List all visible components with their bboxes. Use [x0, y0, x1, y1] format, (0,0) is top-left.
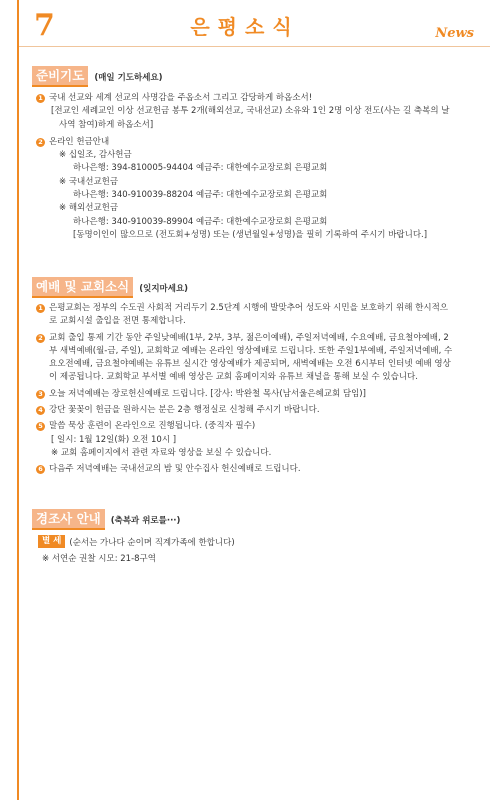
item-line: ※ 교회 홈페이지에서 관련 자료와 영상을 보실 수 있습니다.: [51, 447, 272, 458]
item-line: 국내 선교와 세계 선교의 사명감을 주옵소서 그리고 감당하게 하옵소서!: [49, 93, 313, 103]
number-badge: 2: [36, 334, 45, 343]
prayer-item: [36, 136, 476, 242]
page-title: 은평소식: [190, 15, 300, 39]
worship-item: [36, 463, 476, 476]
worship-section-header: [32, 277, 188, 298]
item-line: [전교인 세례교인 이상 선교헌금 봉투 2개(해외선교, 국내선교) 소유와 1인 2명 이상 전도(사는 길 축복의 날: [51, 106, 450, 117]
item-line: 강단 꽃꽂이 헌금을 원하시는 분은 2층 행정실로 신청해 주시기 바랍니다.: [49, 405, 320, 416]
number-badge: 5: [36, 422, 45, 431]
item-line: 은평교회는 정부의 수도권 사회적 거리두기 2.5단계 시행에 발맞추어 성도와 시민을 보호하기 위해 한시적으: [49, 303, 449, 313]
page-number: 7: [34, 8, 55, 43]
prayer-item: [36, 92, 476, 132]
number-badge: 1: [36, 94, 45, 103]
worship-item: [36, 420, 476, 460]
funeral-badge: 별 세: [38, 535, 65, 548]
prayer-section-subtitle: (매일 기도하세요): [94, 72, 163, 83]
number-badge: 6: [36, 465, 45, 474]
item-line: 부 새벽예배(월-금, 주일), 교회학교 예배는 온라인 영상예배로 드립니다. 또한 주일1부예배, 주일저녁예배, 수: [49, 345, 453, 356]
item-line: 로 교회시설 출입을 전면 통제합니다.: [49, 316, 186, 327]
family-news-section-subtitle: (축복과 위로를···): [110, 515, 181, 526]
worship-item: [36, 332, 476, 385]
header-divider: [19, 46, 490, 47]
funeral-note: (순서는 가나다 순이며 직계가족에 한합니다): [69, 537, 235, 548]
bank-account: 하나은행: 340-910039-88204 예금주: 대한예수교장로회 은평교회: [73, 190, 328, 201]
worship-section-subtitle: (잊지마세요): [139, 283, 189, 294]
prayer-section-title: 준비기도: [32, 66, 88, 87]
item-line: 말씀 묵상 훈련이 온라인으로 진행됩니다. (중직자 필수): [49, 421, 256, 432]
worship-item: [36, 302, 476, 329]
news-tag: News: [435, 26, 474, 41]
item-line: 사역 참여)하게 하옵소서]: [59, 119, 154, 130]
family-news-section-title: 경조사 안내: [32, 509, 105, 530]
offering-type: ※ 국내선교헌금: [59, 176, 119, 187]
number-badge: 1: [36, 304, 45, 313]
item-line: 이 제공됩니다. 교회학교 부서별 예배 영상은 교회 홈페이지와 유튜브 채널을 통해 보실 수 있습니다.: [49, 372, 418, 383]
item-line: 온라인 헌금안내: [49, 136, 110, 147]
item-line: [동명이인이 많으므로 (전도회+성명) 또는 (생년월일+성명)을 필히 기록하여 주시기 바랍니다.]: [73, 229, 428, 240]
worship-section-title: 예배 및 교회소식: [32, 277, 133, 298]
prayer-section-header: [32, 66, 163, 87]
number-badge: 3: [36, 390, 45, 399]
item-line: [ 일시: 1월 12일(화) 오전 10시 ]: [51, 434, 177, 445]
bank-account: 하나은행: 340-910039-89904 예금주: 대한예수교장로회 은평교회: [73, 216, 328, 227]
number-badge: 2: [36, 138, 45, 147]
funeral-detail: ※ 서연순 권찰 시모: 21-8구역: [42, 554, 156, 564]
offering-type: ※ 십일조, 감사헌금: [59, 150, 132, 161]
bank-account: 하나은행: 394-810005-94404 예금주: 대한예수교장로회 은평교회: [73, 163, 328, 174]
prayer-list: [36, 92, 476, 242]
worship-list: [36, 302, 476, 477]
item-line: 교회 출입 통제 기간 동안 주일낮예배(1부, 2부, 3부, 젊은이예배), 주일저녁예배, 수요예배, 금요철야예배, 2: [49, 332, 449, 343]
item-line: 오늘 저녁예배는 장로헌신예배로 드립니다. [강사: 박완철 목사(남서울은혜교회 담임)]: [49, 388, 366, 399]
item-line: 요오전예배, 금요철야예배는 유튜브 실시간 영상예배가 제공되며, 새벽예배는 오전 6시부터 인터넷 예배 영상: [49, 359, 451, 370]
worship-item: [36, 404, 476, 417]
left-margin-rule: [17, 0, 19, 800]
funeral-notice: [38, 535, 235, 548]
family-news-section-header: [32, 509, 180, 530]
item-line: 다음주 저녁예배는 국내선교의 밤 및 안수집사 헌신예배로 드립니다.: [49, 464, 301, 475]
worship-item: [36, 388, 476, 401]
number-badge: 4: [36, 406, 45, 415]
offering-type: ※ 해외선교헌금: [59, 203, 119, 214]
